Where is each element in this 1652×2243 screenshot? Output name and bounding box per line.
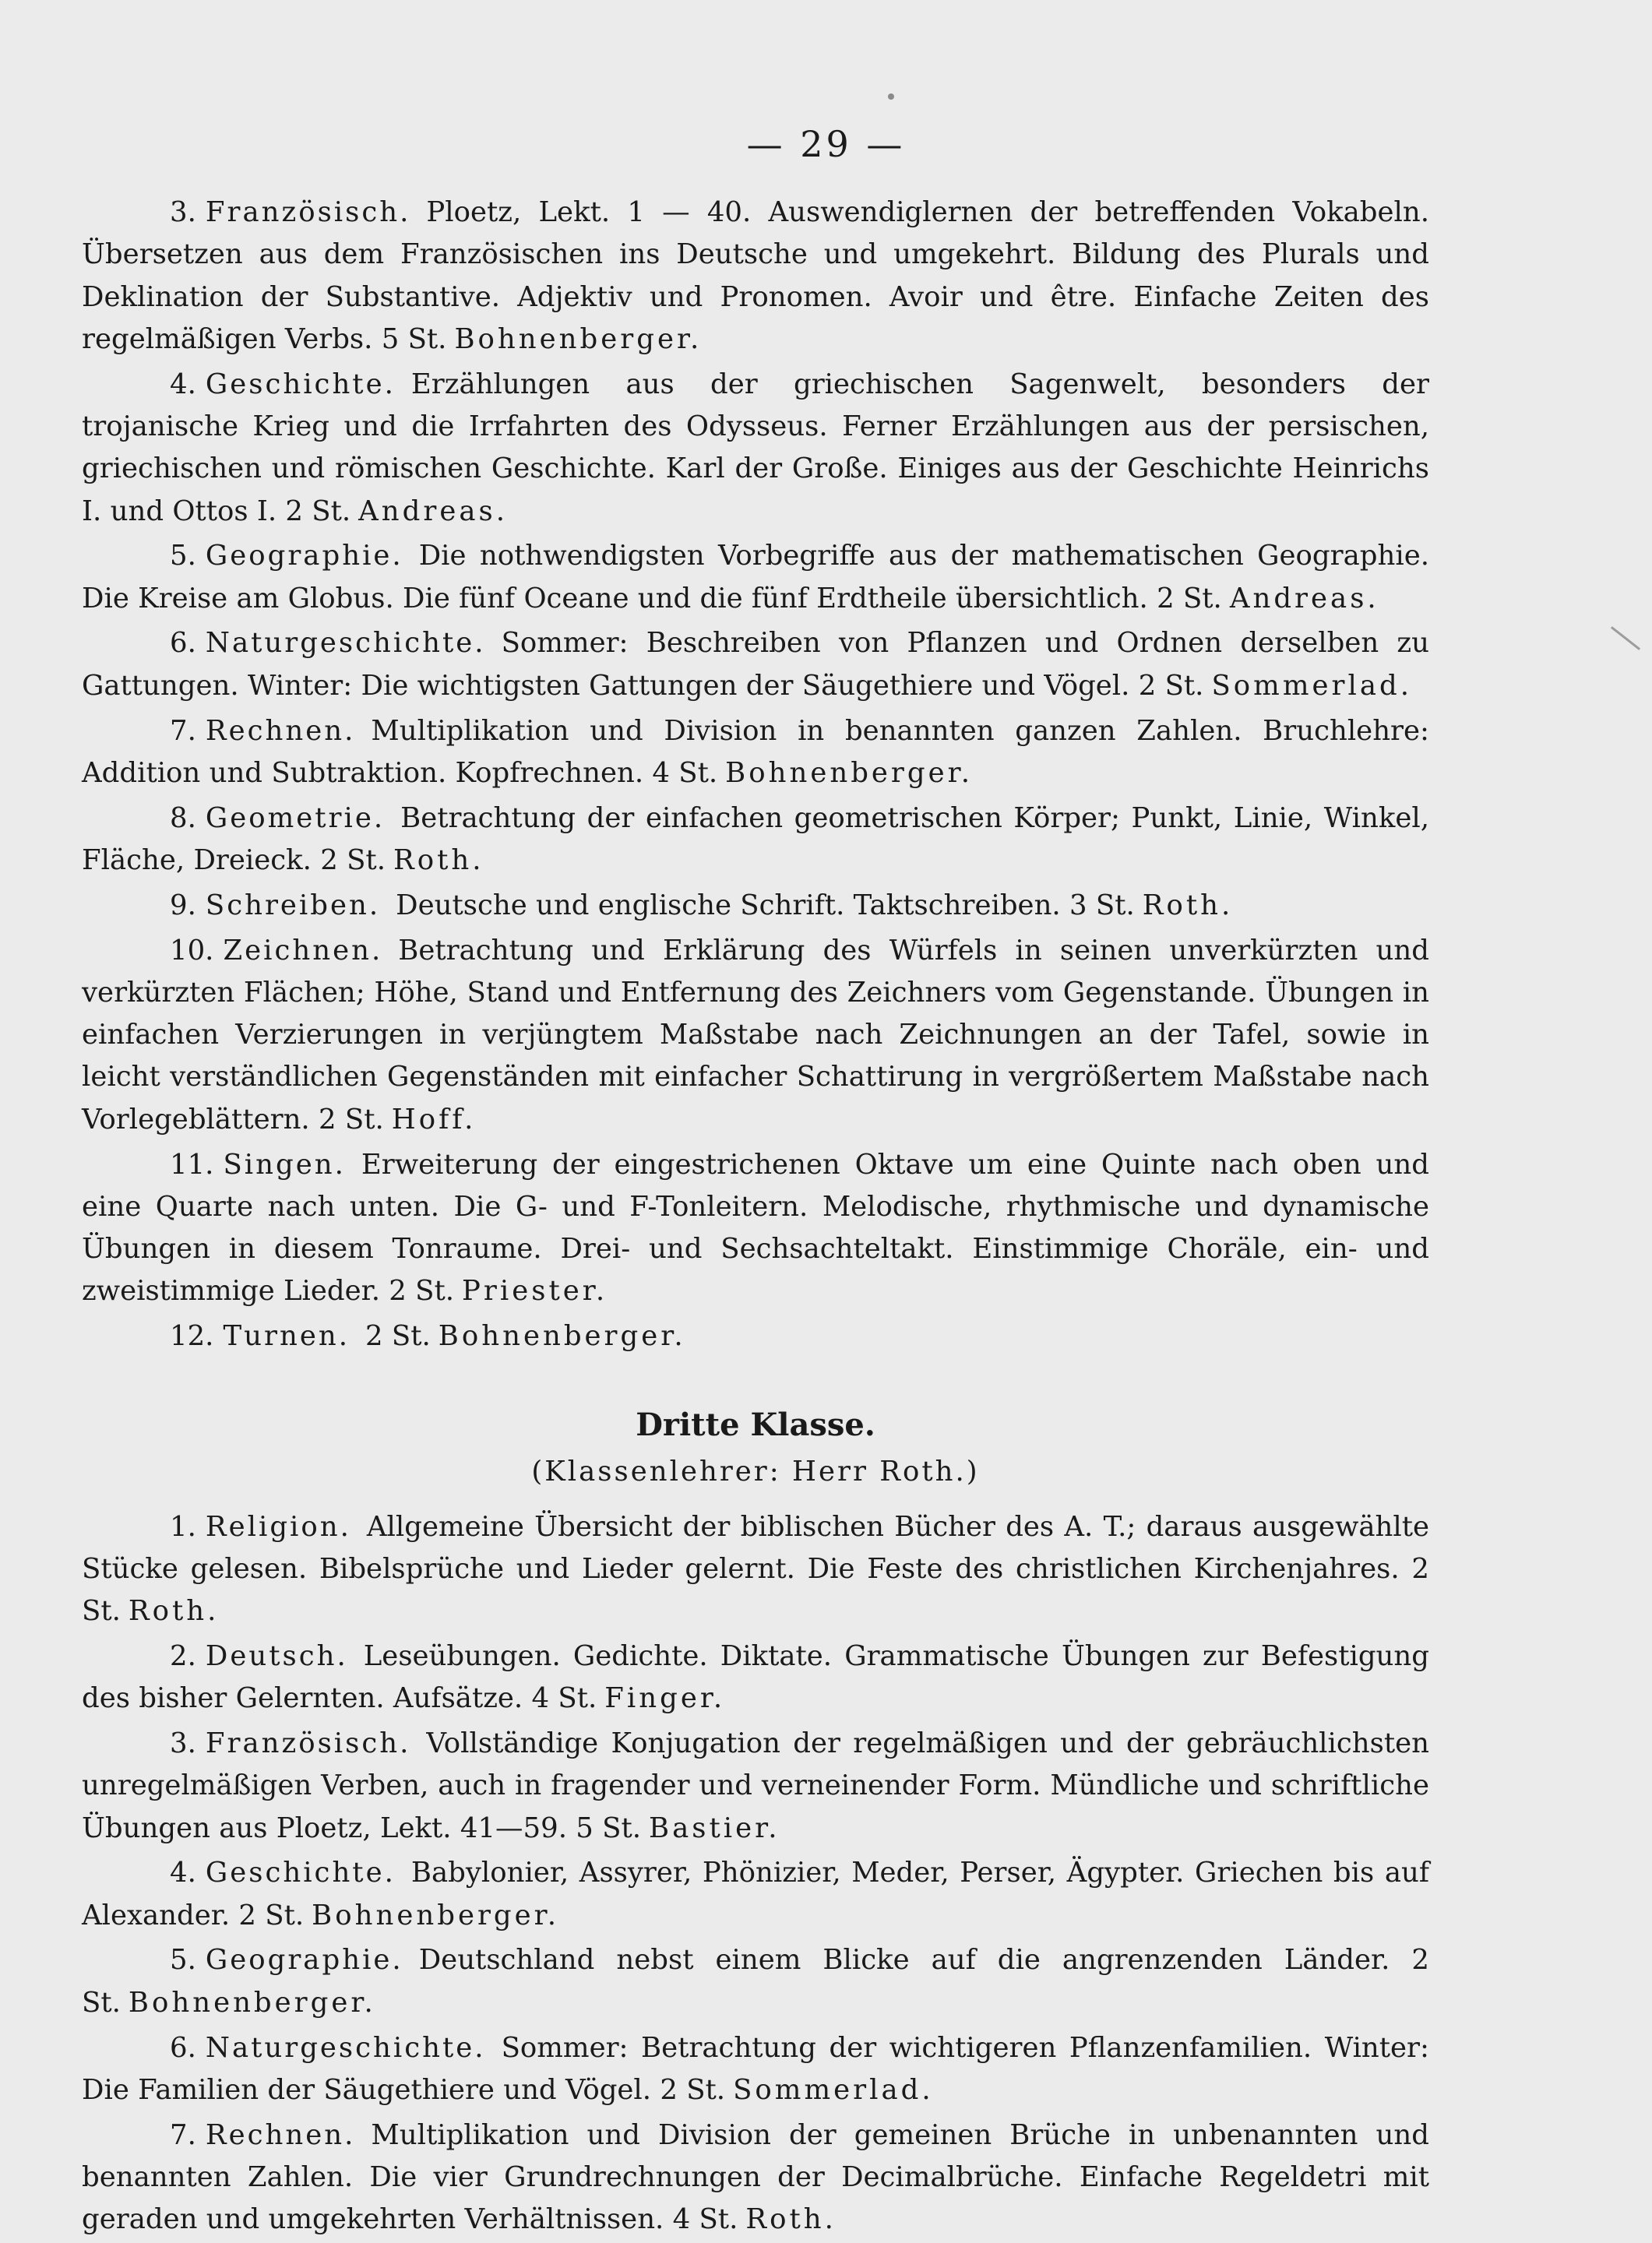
- entry-rechnen: 7. Rechnen. Multiplikation und Division in benannten ganzen Zahlen. Bruchlehre: Addition und Subtraktion. Kopfrechnen. 4 St. Bohnenberger.: [82, 714, 1429, 789]
- subject-label: Deutsch.: [205, 1639, 348, 1672]
- entry-naturgeschichte: 6. Naturgeschichte. Sommer: Beschreiben von Pflanzen und Ordnen derselben zu Gattungen. Winter: Die wichtigsten Gattungen der Säugethiere und Vögel. 2 St. Sommerlad.: [82, 627, 1429, 702]
- entry-text: Deutsche und englische Schrift. Taktschreiben. 3 St.: [396, 889, 1135, 921]
- entry-geometrie: 8. Geometrie. Betrachtung der einfachen geometrischen Körper; Punkt, Linie, Winkel, Fläche, Dreieck. 2 St. Roth.: [82, 801, 1429, 876]
- entry-schreiben: 9. Schreiben. Deutsche und englische Schrift. Taktschreiben. 3 St. Roth.: [170, 889, 1234, 921]
- subject-label: Zeichnen.: [223, 934, 383, 967]
- entry-text: Sommer: Beschreiben von Pflanzen und Ordnen derselben zu Gattungen. Winter: Die wichtigsten Gattungen der Säugethiere und Vögel. 2 St.: [82, 627, 1429, 702]
- teacher-name: Priester.: [462, 1275, 608, 1308]
- teacher-name: Finger.: [604, 1682, 726, 1715]
- page-content: [82, 192, 1429, 2243]
- teacher-name: Bohnenberger.: [725, 756, 973, 789]
- subject-label: Naturgeschichte.: [205, 2031, 486, 2064]
- entry-französisch: 3. Französisch. Vollständige Konjugation der regelmäßigen und der gebräuchlichsten unregelmäßigen Verben, auch in fragender und verneinender Form. Mündliche und schriftliche Übungen aus Ploetz, Lekt. 41—59. 5 St. Bastier.: [82, 1727, 1429, 1844]
- entry-singen: 11. Singen. Erweiterung der eingestrichenen Oktave um eine Quinte nach oben und eine Quarte nach unten. Die G- und F-Tonleitern. Melodische, rhythmische und dynamische Übungen in diesem Tonraume. Drei- und Sechsachteltakt. Einstimmige Choräle, ein- und zweistimmige Lieder. 2 St. Priester.: [82, 1148, 1429, 1308]
- entry-text: Die nothwendigsten Vorbegriffe aus der mathematischen Geographie. Die Kreise am Globus. Die fünf Oceane und die fünf Erdtheile übersichtlich. 2 St.: [82, 540, 1429, 614]
- entry-text: Erzählungen aus der griechischen Sagenwelt, besonders der trojanische Krieg und die Irrfahrten des Odysseus. Ferner Erzählungen aus der persischen, griechischen und römischen Geschichte. Karl der Große. Einiges aus der Geschichte Heinrichs I. und Ottos I. 2 St.: [82, 368, 1429, 527]
- teacher-name: Roth.: [745, 2203, 837, 2236]
- subject-label: Schreiben.: [205, 889, 381, 921]
- entry-text: Betrachtung und Erklärung des Würfels in seinen unverkürzten und verkürzten Flächen; Höhe, Stand und Entfernung des Zeichners vom Gegenstande. Übungen in einfachen Verzierungen in verjüngtem Maßstabe nach Zeichnungen an der Tafel, sowie in leicht verständlichen Gegenständen mit einfacher Schattirung in vergrößertem Maßstabe nach Vorlegeblättern. 2 St.: [82, 934, 1429, 1136]
- page-number: — 29 —: [746, 123, 906, 165]
- teacher-name: Hoff.: [391, 1103, 477, 1136]
- teacher-name: Roth.: [393, 843, 484, 876]
- teacher-name: Andreas.: [358, 495, 509, 527]
- subject-label: Geographie.: [205, 1944, 403, 1977]
- scan-mark: [1611, 626, 1640, 650]
- scan-speck: [888, 93, 894, 100]
- subject-label: Französisch.: [205, 196, 411, 228]
- section-subheading: (Klassenlehrer: Herr Roth.): [531, 1455, 980, 1488]
- entry-text: 2 St.: [365, 1320, 431, 1353]
- subject-label: Rechnen.: [205, 2118, 356, 2151]
- subject-label: Geschichte.: [205, 368, 396, 400]
- subject-label: Singen.: [223, 1148, 346, 1181]
- subject-label: Geographie.: [205, 540, 403, 572]
- subject-label: Naturgeschichte.: [205, 627, 486, 660]
- teacher-name: Andreas.: [1229, 582, 1379, 614]
- section-heading: Dritte Klasse.: [636, 1406, 875, 1443]
- entry-rechnen: 7. Rechnen. Multiplikation und Division der gemeinen Brüche in unbenannten und benannten Zahlen. Die vier Grundrechnungen der Decimalbrüche. Einfache Regeldetri mit geraden und umgekehrten Verhältnissen. 4 St. Roth.: [82, 2118, 1429, 2236]
- entry-text: Allgemeine Übersicht der biblischen Bücher des A. T.; daraus ausgewählte Stücke gelesen. Bibelsprüche und Lieder gelernt. Die Feste des christlichen Kirchenjahres. 2 St.: [82, 1510, 1429, 1628]
- subject-label: Französisch.: [205, 1727, 411, 1759]
- entry-religion: 1. Religion. Allgemeine Übersicht der biblischen Bücher des A. T.; daraus ausgewählte Stücke gelesen. Bibelsprüche und Lieder gelernt. Die Feste des christlichen Kirchenjahres. 2 St. Roth.: [82, 1510, 1429, 1628]
- entry-turnen: 12. Turnen. 2 St. Bohnenberger.: [170, 1320, 686, 1353]
- entry-geschichte: 4. Geschichte. Erzählungen aus der griechischen Sagenwelt, besonders der trojanische Krieg und die Irrfahrten des Odysseus. Ferner Erzählungen aus der persischen, griechischen und römischen Geschichte. Karl der Große. Einiges aus der Geschichte Heinrichs I. und Ottos I. 2 St. Andreas.: [82, 368, 1429, 527]
- entry-geographie: 5. Geographie. Deutschland nebst einem Blicke auf die angrenzenden Länder. 2 St. Bohnenberger.: [82, 1944, 1429, 2019]
- teacher-name: Bohnenberger.: [454, 322, 703, 355]
- entry-naturgeschichte: 6. Naturgeschichte. Sommer: Betrachtung der wichtigeren Pflanzenfamilien. Winter: Die Familien der Säugethiere und Vögel. 2 St. Sommerlad.: [82, 2031, 1429, 2106]
- subject-label: Geschichte.: [205, 1857, 396, 1889]
- teacher-name: Roth.: [1142, 889, 1234, 921]
- teacher-name: Sommerlad.: [1211, 669, 1413, 702]
- top-entries: [82, 192, 1429, 1358]
- subject-label: Turnen.: [223, 1320, 350, 1353]
- teacher-name: Roth.: [128, 1595, 220, 1628]
- entry-text: Sommer: Betrachtung der wichtigeren Pflanzenfamilien. Winter: Die Familien der Säugethiere und Vögel. 2 St.: [82, 2031, 1429, 2106]
- entry-text: Babylonier, Assyrer, Phönizier, Meder, Perser, Ägypter. Griechen bis auf Alexander. 2 St.: [82, 1857, 1429, 1931]
- entry-text: Deutschland nebst einem Blicke auf die angrenzenden Länder. 2 St.: [82, 1944, 1429, 2019]
- entry-text: Multiplikation und Division der gemeinen Brüche in unbenannten und benannten Zahlen. Die vier Grundrechnungen der Decimalbrüche. Einfache Regeldetri mit geraden und umgekehrten Verhältnissen. 4 St.: [82, 2118, 1429, 2236]
- entry-text: Multiplikation und Division in benannten ganzen Zahlen. Bruchlehre: Addition und Subtraktion. Kopfrechnen. 4 St.: [82, 714, 1429, 789]
- section-entries: [82, 1506, 1429, 2241]
- entry-geographie: 5. Geographie. Die nothwendigsten Vorbegriffe aus der mathematischen Geographie. Die Kreise am Globus. Die fünf Oceane und die fünf Erdtheile übersichtlich. 2 St. Andreas.: [82, 540, 1429, 614]
- entry-deutsch: 2. Deutsch. Leseübungen. Gedichte. Diktate. Grammatische Übungen zur Befestigung des bisher Gelernten. Aufsätze. 4 St. Finger.: [82, 1639, 1429, 1715]
- teacher-name: Bohnenberger.: [438, 1320, 686, 1353]
- entry-text: Erweiterung der eingestrichenen Oktave um eine Quinte nach oben und eine Quarte nach unten. Die G- und F-Tonleitern. Melodische, rhythmische und dynamische Übungen in diesem Tonraume. Drei- und Sechsachteltakt. Einstimmige Choräle, ein- und zweistimmige Lieder. 2 St.: [82, 1148, 1429, 1308]
- entry-geschichte: 4. Geschichte. Babylonier, Assyrer, Phönizier, Meder, Perser, Ägypter. Griechen bis auf Alexander. 2 St. Bohnenberger.: [82, 1857, 1429, 1931]
- teacher-name: Bohnenberger.: [128, 1986, 376, 2019]
- entry-text: Betrachtung der einfachen geometrischen Körper; Punkt, Linie, Winkel, Fläche, Dreieck. 2 St.: [82, 801, 1429, 876]
- teacher-name: Bastier.: [649, 1812, 780, 1844]
- subject-label: Geometrie.: [205, 801, 386, 834]
- teacher-name: Sommerlad.: [733, 2073, 934, 2106]
- subject-label: Religion.: [205, 1510, 351, 1543]
- entry-text: Ploetz, Lekt. 1 — 40. Auswendiglernen der betreffenden Vokabeln. Übersetzen aus dem Französischen ins Deutsche und umgekehrt. Bildung des Plurals und Deklination der Substantive. Adjektiv und Pronomen. Avoir und être. Einfache Zeiten des regelmäßigen Verbs. 5 St.: [82, 196, 1429, 355]
- entry-text: Leseübungen. Gedichte. Diktate. Grammatische Übungen zur Befestigung des bisher Gelernten. Aufsätze. 4 St.: [82, 1639, 1429, 1715]
- entry-zeichnen: 10. Zeichnen. Betrachtung und Erklärung des Würfels in seinen unverkürzten und verkürzten Flächen; Höhe, Stand und Entfernung des Zeichners vom Gegenstande. Übungen in einfachen Verzierungen in verjüngtem Maßstabe nach Zeichnungen an der Tafel, sowie in leicht verständlichen Gegenständen mit einfacher Schattirung in vergrößertem Maßstabe nach Vorlegeblättern. 2 St. Hoff.: [82, 934, 1429, 1136]
- subject-label: Rechnen.: [205, 714, 356, 747]
- teacher-name: Bohnenberger.: [312, 1899, 560, 1931]
- entry-text: Vollständige Konjugation der regelmäßigen und der gebräuchlichsten unregelmäßigen Verben, auch in fragender und verneinender Form. Mündliche und schriftliche Übungen aus Ploetz, Lekt. 41—59. 5 St.: [82, 1727, 1429, 1844]
- entry-französisch: 3. Französisch. Ploetz, Lekt. 1 — 40. Auswendiglernen der betreffenden Vokabeln. Übersetzen aus dem Französischen ins Deutsche und umgekehrt. Bildung des Plurals und Deklination der Substantive. Adjektiv und Pronomen. Avoir und être. Einfache Zeiten des regelmäßigen Verbs. 5 St. Bohnenberger.: [82, 196, 1429, 355]
